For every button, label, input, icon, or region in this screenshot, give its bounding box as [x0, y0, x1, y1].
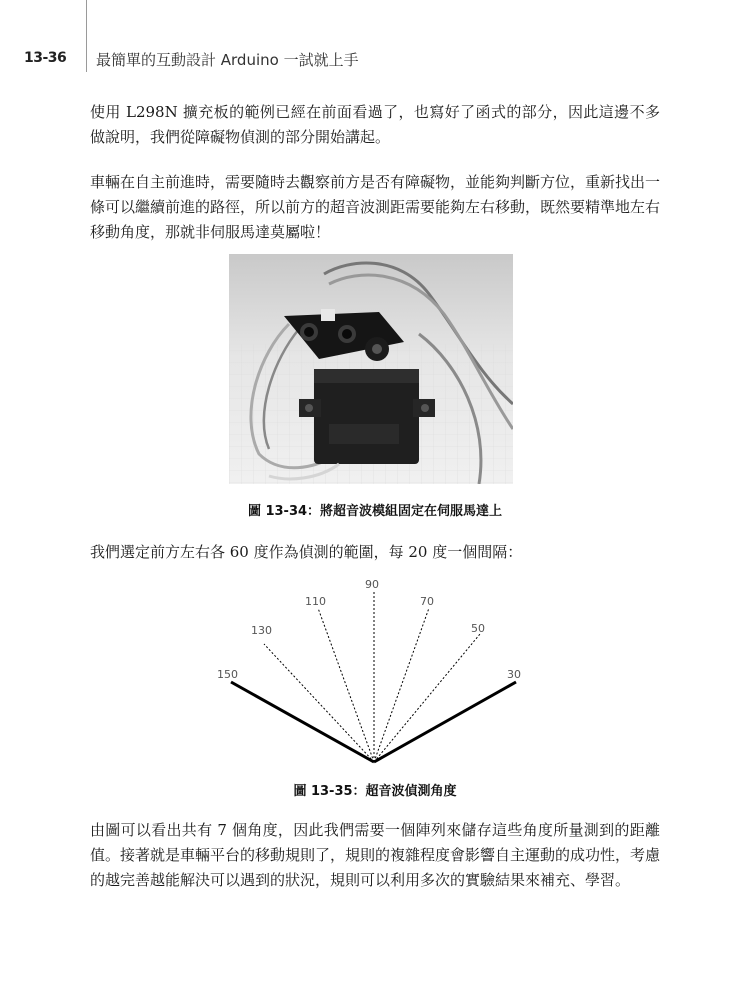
angle-label-110: 110 [305, 595, 326, 608]
angle-diagram [205, 572, 545, 772]
diagram-caption: 圖 13-35：超音波偵測角度 [293, 784, 457, 799]
page-number: 13-36 [24, 50, 67, 66]
ray-30 [374, 682, 516, 762]
servo-ultrasonic-photo [229, 254, 513, 484]
angle-label-90: 90 [365, 578, 379, 591]
ray-150 [231, 682, 374, 762]
angle-label-50: 50 [471, 622, 485, 635]
ray-50 [374, 634, 480, 762]
angle-label-30: 30 [507, 668, 521, 681]
ray-110 [318, 608, 374, 762]
ray-70 [374, 608, 429, 762]
photo-caption: 圖 13-34：將超音波模組固定在伺服馬達上 [247, 504, 503, 519]
running-title: 最簡單的互動設計 Arduino 一試就上手 [96, 51, 359, 69]
paragraph-3: 我們選定前方左右各 60 度作為偵測的範圍，每 20 度一個間隔： [90, 543, 523, 561]
header-divider [86, 0, 87, 72]
paragraph-2: 車輛在自主前進時，需要隨時去觀察前方是否有障礙物，並能夠判斷方位，重新找出一條可以繼續前進的路徑，所以前方的超音波測距需要能夠左右移動，既然要精準地左右移動角度，那就非伺服馬達莫屬啦！ [90, 173, 661, 241]
angle-label-70: 70 [420, 595, 434, 608]
angle-label-150: 150 [217, 668, 238, 681]
ray-130 [264, 644, 374, 762]
paragraph-1: 使用 L298N 擴充板的範例已經在前面看過了，也寫好了函式的部分，因此這邊不多做說明，我們從障礙物偵測的部分開始講起。 [90, 103, 660, 146]
paragraph-4: 由圖可以看出共有 7 個角度，因此我們需要一個陣列來儲存這些角度所量測到的距離值。接著就是車輛平台的移動規則了，規則的複雜程度會影響自主運動的成功性，考慮的越完善越能解決可以遇到的狀況，規則可以利用多次的實驗結果來補充、學習。 [90, 821, 661, 889]
angle-label-130: 130 [251, 624, 272, 637]
